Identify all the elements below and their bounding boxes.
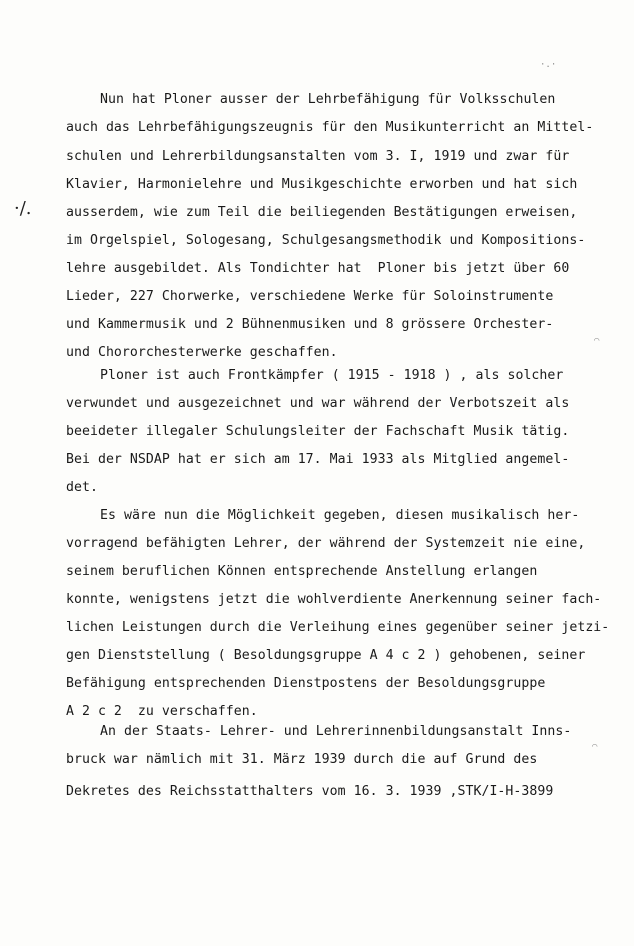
text-line: lichen Leistungen durch die Verleihung eines gegenüber seiner jetzi-	[66, 620, 610, 635]
text-line: Befähigung entsprechenden Dienstpostens der Besoldungsgruppe	[66, 676, 546, 691]
text-line: det.	[66, 480, 98, 495]
text-line: seinem beruflichen Können entsprechende Anstellung erlangen	[66, 564, 538, 579]
text-line: Dekretes des Reichsstatthalters vom 16. 3. 1939 ,STK/I-H-3899	[66, 784, 554, 799]
paper-speck: ·.·	[540, 60, 557, 70]
text-line: lehre ausgebildet. Als Tondichter hat Ploner bis jetzt über 60	[66, 261, 570, 276]
text-line: Nun hat Ploner ausser der Lehrbefähigung für Volksschulen	[100, 92, 556, 107]
text-line: vorragend befähigten Lehrer, der während der Systemzeit nie eine,	[66, 536, 586, 551]
text-line: und Kammermusik und 2 Bühnenmusiken und 8 grössere Orchester-	[66, 317, 554, 332]
text-line: Es wäre nun die Möglichkeit gegeben, diesen musikalisch her-	[100, 508, 580, 523]
margin-mark: ·/.	[14, 198, 32, 219]
text-line: konnte, wenigstens jetzt die wohlverdiente Anerkennung seiner fach-	[66, 592, 602, 607]
text-line: bruck war nämlich mit 31. März 1939 durch die auf Grund des	[66, 752, 538, 767]
text-line: verwundet und ausgezeichnet und war während der Verbotszeit als	[66, 396, 570, 411]
text-line: ausserdem, wie zum Teil die beiliegenden Bestätigungen erweisen,	[66, 205, 578, 220]
text-line: und Chororchesterwerke geschaffen.	[66, 345, 338, 360]
text-line: auch das Lehrbefähigungszeugnis für den Musikunterricht an Mittel-	[66, 120, 594, 135]
paper-speck: ◠	[592, 742, 598, 752]
text-line: gen Dienststellung ( Besoldungsgruppe A 4 c 2 ) gehobenen, seiner	[66, 648, 586, 663]
text-line: schulen und Lehrerbildungsanstalten vom 3. I, 1919 und zwar für	[66, 149, 570, 164]
text-line: Bei der NSDAP hat er sich am 17. Mai 1933 als Mitglied angemel-	[66, 452, 570, 467]
text-line: An der Staats- Lehrer- und Lehrerinnenbildungsanstalt Inns-	[100, 724, 572, 739]
text-line: Lieder, 227 Chorwerke, verschiedene Werke für Soloinstrumente	[66, 289, 554, 304]
text-line: A 2 c 2 zu verschaffen.	[66, 704, 258, 719]
text-line: beeideter illegaler Schulungsleiter der Fachschaft Musik tätig.	[66, 424, 570, 439]
text-line: Klavier, Harmonielehre und Musikgeschichte erworben und hat sich	[66, 177, 578, 192]
text-line: Ploner ist auch Frontkämpfer ( 1915 - 1918 ) , als solcher	[100, 368, 564, 383]
text-line: im Orgelspiel, Sologesang, Schulgesangsmethodik und Kompositions-	[66, 233, 586, 248]
paper-speck: ◠	[594, 336, 600, 346]
